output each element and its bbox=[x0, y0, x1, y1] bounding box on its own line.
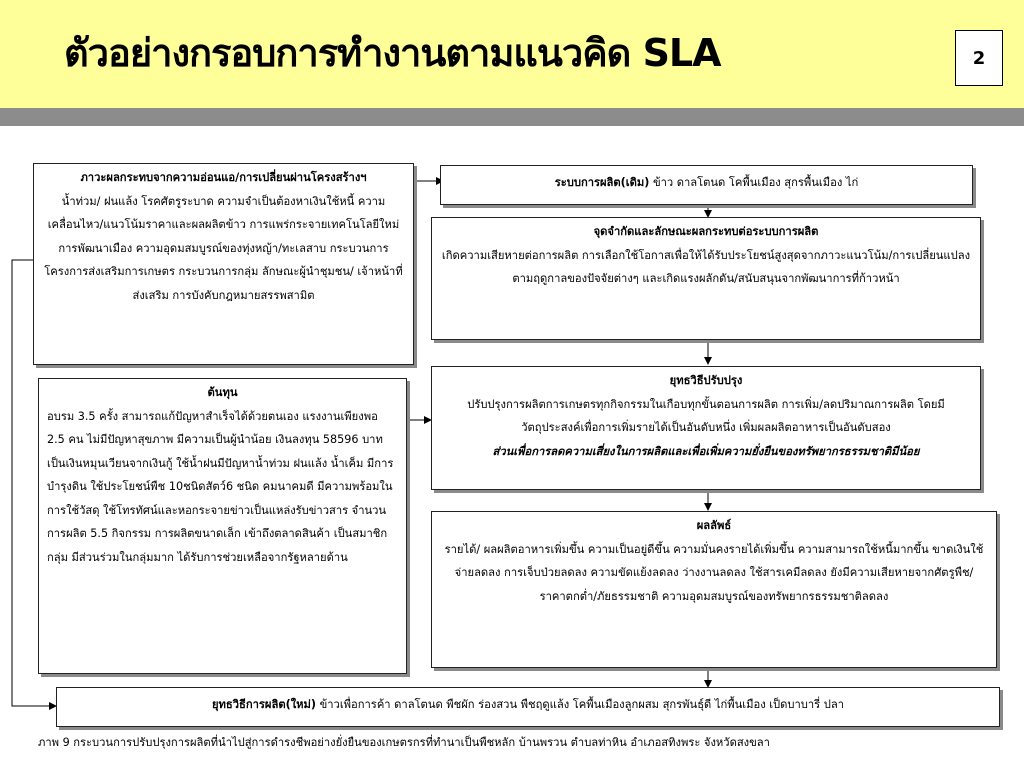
figure-caption: ภาพ 9 กระบวนการปรับปรุงการผลิตที่นำไปสู่การดำรงชีพอย่างยั่งยืนของเกษตรกรที่ทำนาเป็นพืชหลัก บ้านพรวน ตำบลท่าหิน อำเภอสทิงพระ จังหวัดสงขลา bbox=[38, 736, 770, 749]
outcomes-heading: ผลลัพธ์ bbox=[696, 519, 732, 532]
capital-heading: ต้นทุน bbox=[207, 386, 238, 399]
strategy-emphasis: ส่วนเพื่อการลดความเสี่ยงในการผลิตและเพื่อเพิ่มความยั่งยืนของทรัพยากรธรรมชาติมีน้อย bbox=[492, 444, 920, 458]
new-system-body: ข้าวเพื่อการค้า ดาลโตนด พืชผัก ร่องสวน พืชฤดูแล้ง โคพื้นเมืองลูกผสม สุกรพันธุ์ดี ไก่พื้นเมือง เป็ดบาบารี่ ปลา bbox=[319, 698, 844, 711]
title-banner bbox=[0, 0, 1024, 108]
old-system-heading: ระบบการผลิต(เดิม) bbox=[554, 176, 650, 189]
strategy-body: ปรับปรุงการผลิตการเกษตรทุกกิจกรรมในเกือบทุกขั้นตอนการผลิต การเพิ่ม/ลดปริมาณการผลิต โดยมีวัตถุประสงค์เพื่อการเพิ่มรายได้เป็นอันดับหนึ่ง เพิ่มผลผลิตอาหารเป็นอันดับสอง bbox=[467, 397, 945, 434]
capital-body: อบรม 3.5 ครั้ง สามารถแก้ปัญหาสำเร็จได้ด้วยตนเอง แรงงานเพียงพอ 2.5 คน ไม่มีปัญหาสุขภาพ มีความเป็นผู้นำน้อย เงินลงทุน 58596 บาท เป็นเงินหมุนเวียนจากเงินกู้ ใช้น้ำฝนมีปัญหาน้ำท่วม ฝนแล้ง น้ำเค็ม มีการบำรุงดิน ใช้ประโยชน์พืช 10ชนิดสัตว์6 ชนิด คมนาคมดี มีความพร้อมในการใช้วัสดุ ใช้โทรทัศน์และหอกระจายข่าวเป็นแหล่งรับข่าวสาร จำนวนการผลิต 5.5 กิจกรรม การผลิตขนาดเล็ก เข้าถึงตลาดสินค้า เป็นสมาชิกกลุ่ม มีส่วนร่วมในกลุ่มมาก ได้รับการช่วยเหลือจากรัฐหลายด้าน bbox=[47, 409, 394, 564]
box-new-production-strategy bbox=[56, 687, 1000, 727]
old-system-body: ข้าว ดาลโตนด โคพื้นเมือง สุกรพื้นเมือง ไก่ bbox=[652, 176, 859, 189]
box-old-production-system bbox=[440, 165, 973, 205]
constraints-heading: จุดจำกัดและลักษณะผลกระทบต่อระบบการผลิต bbox=[593, 225, 819, 238]
divider-bar bbox=[0, 108, 1024, 126]
box-capital bbox=[38, 378, 407, 674]
box-constraints bbox=[431, 217, 981, 340]
vulnerability-body: น้ำท่วม/ ฝนแล้ง โรคศัตรูระบาด ความจำเป็นต้องหาเงินใช้หนี้ ความเคลื่อนไหว/แนวโน้มราคาและผลผลิตข้าว การแพร่กระจายเทคโนโลยีใหม่ การพัฒนาเมือง ความอุดมสมบูรณ์ของทุ่งหญ้า/ทะเลสาบ กระบวนการโครงการส่งเสริมการเกษตร กระบวนการกลุ่ม ลักษณะผู้นำชุมชน/ เจ้าหน้าที่ส่งเสริม การบังคับกฎหมายสรรพสามิต bbox=[44, 194, 403, 302]
slide-title: ตัวอย่างกรอบการทำงานตามแนวคิด SLA bbox=[64, 31, 721, 75]
new-system-heading: ยุทธวิธีการผลิต(ใหม่) bbox=[212, 698, 317, 711]
strategy-heading: ยุทธวิธีปรับปรุง bbox=[669, 374, 743, 387]
box-vulnerability-context bbox=[33, 163, 414, 365]
box-outcomes bbox=[431, 511, 997, 668]
vulnerability-heading: ภาวะผลกระทบจากความอ่อนแอ/การเปลี่ยนผ่านโครงสร้างฯ bbox=[80, 171, 367, 184]
box-improvement-strategy bbox=[431, 366, 981, 490]
page-number: 2 bbox=[955, 30, 1003, 86]
constraints-body: เกิดความเสียหายต่อการผลิต การเลือกใช้โอกาสเพื่อให้ได้รับประโยชน์สูงสุดจากภาวะแนวโน้ม/การเปลี่ยนแปลงตามฤดูกาลของปัจจัยต่างๆ และเกิดแรงผลักดัน/สนับสนุนจากพัฒนาการที่ก้าวหน้า bbox=[441, 248, 971, 285]
outcomes-body: รายได้/ ผลผลิตอาหารเพิ่มขึ้น ความเป็นอยู่ดีขึ้น ความมั่นคงรายได้เพิ่มขึ้น ความสามารถใช้หนี้มากขึ้น ขาดเงินใช้จ่ายลดลง การเจ็บป่วยลดลง ความขัดแย้งลดลง ว่างงานลดลง ใช้สารเคมีลดลง ยังมีความเสียหายจากศัตรูพืช/ ราคาตกต่ำ/ภัยธรรมชาติ ความอุดมสมบูรณ์ของทรัพยากรธรรมชาติลดลง bbox=[444, 542, 984, 603]
